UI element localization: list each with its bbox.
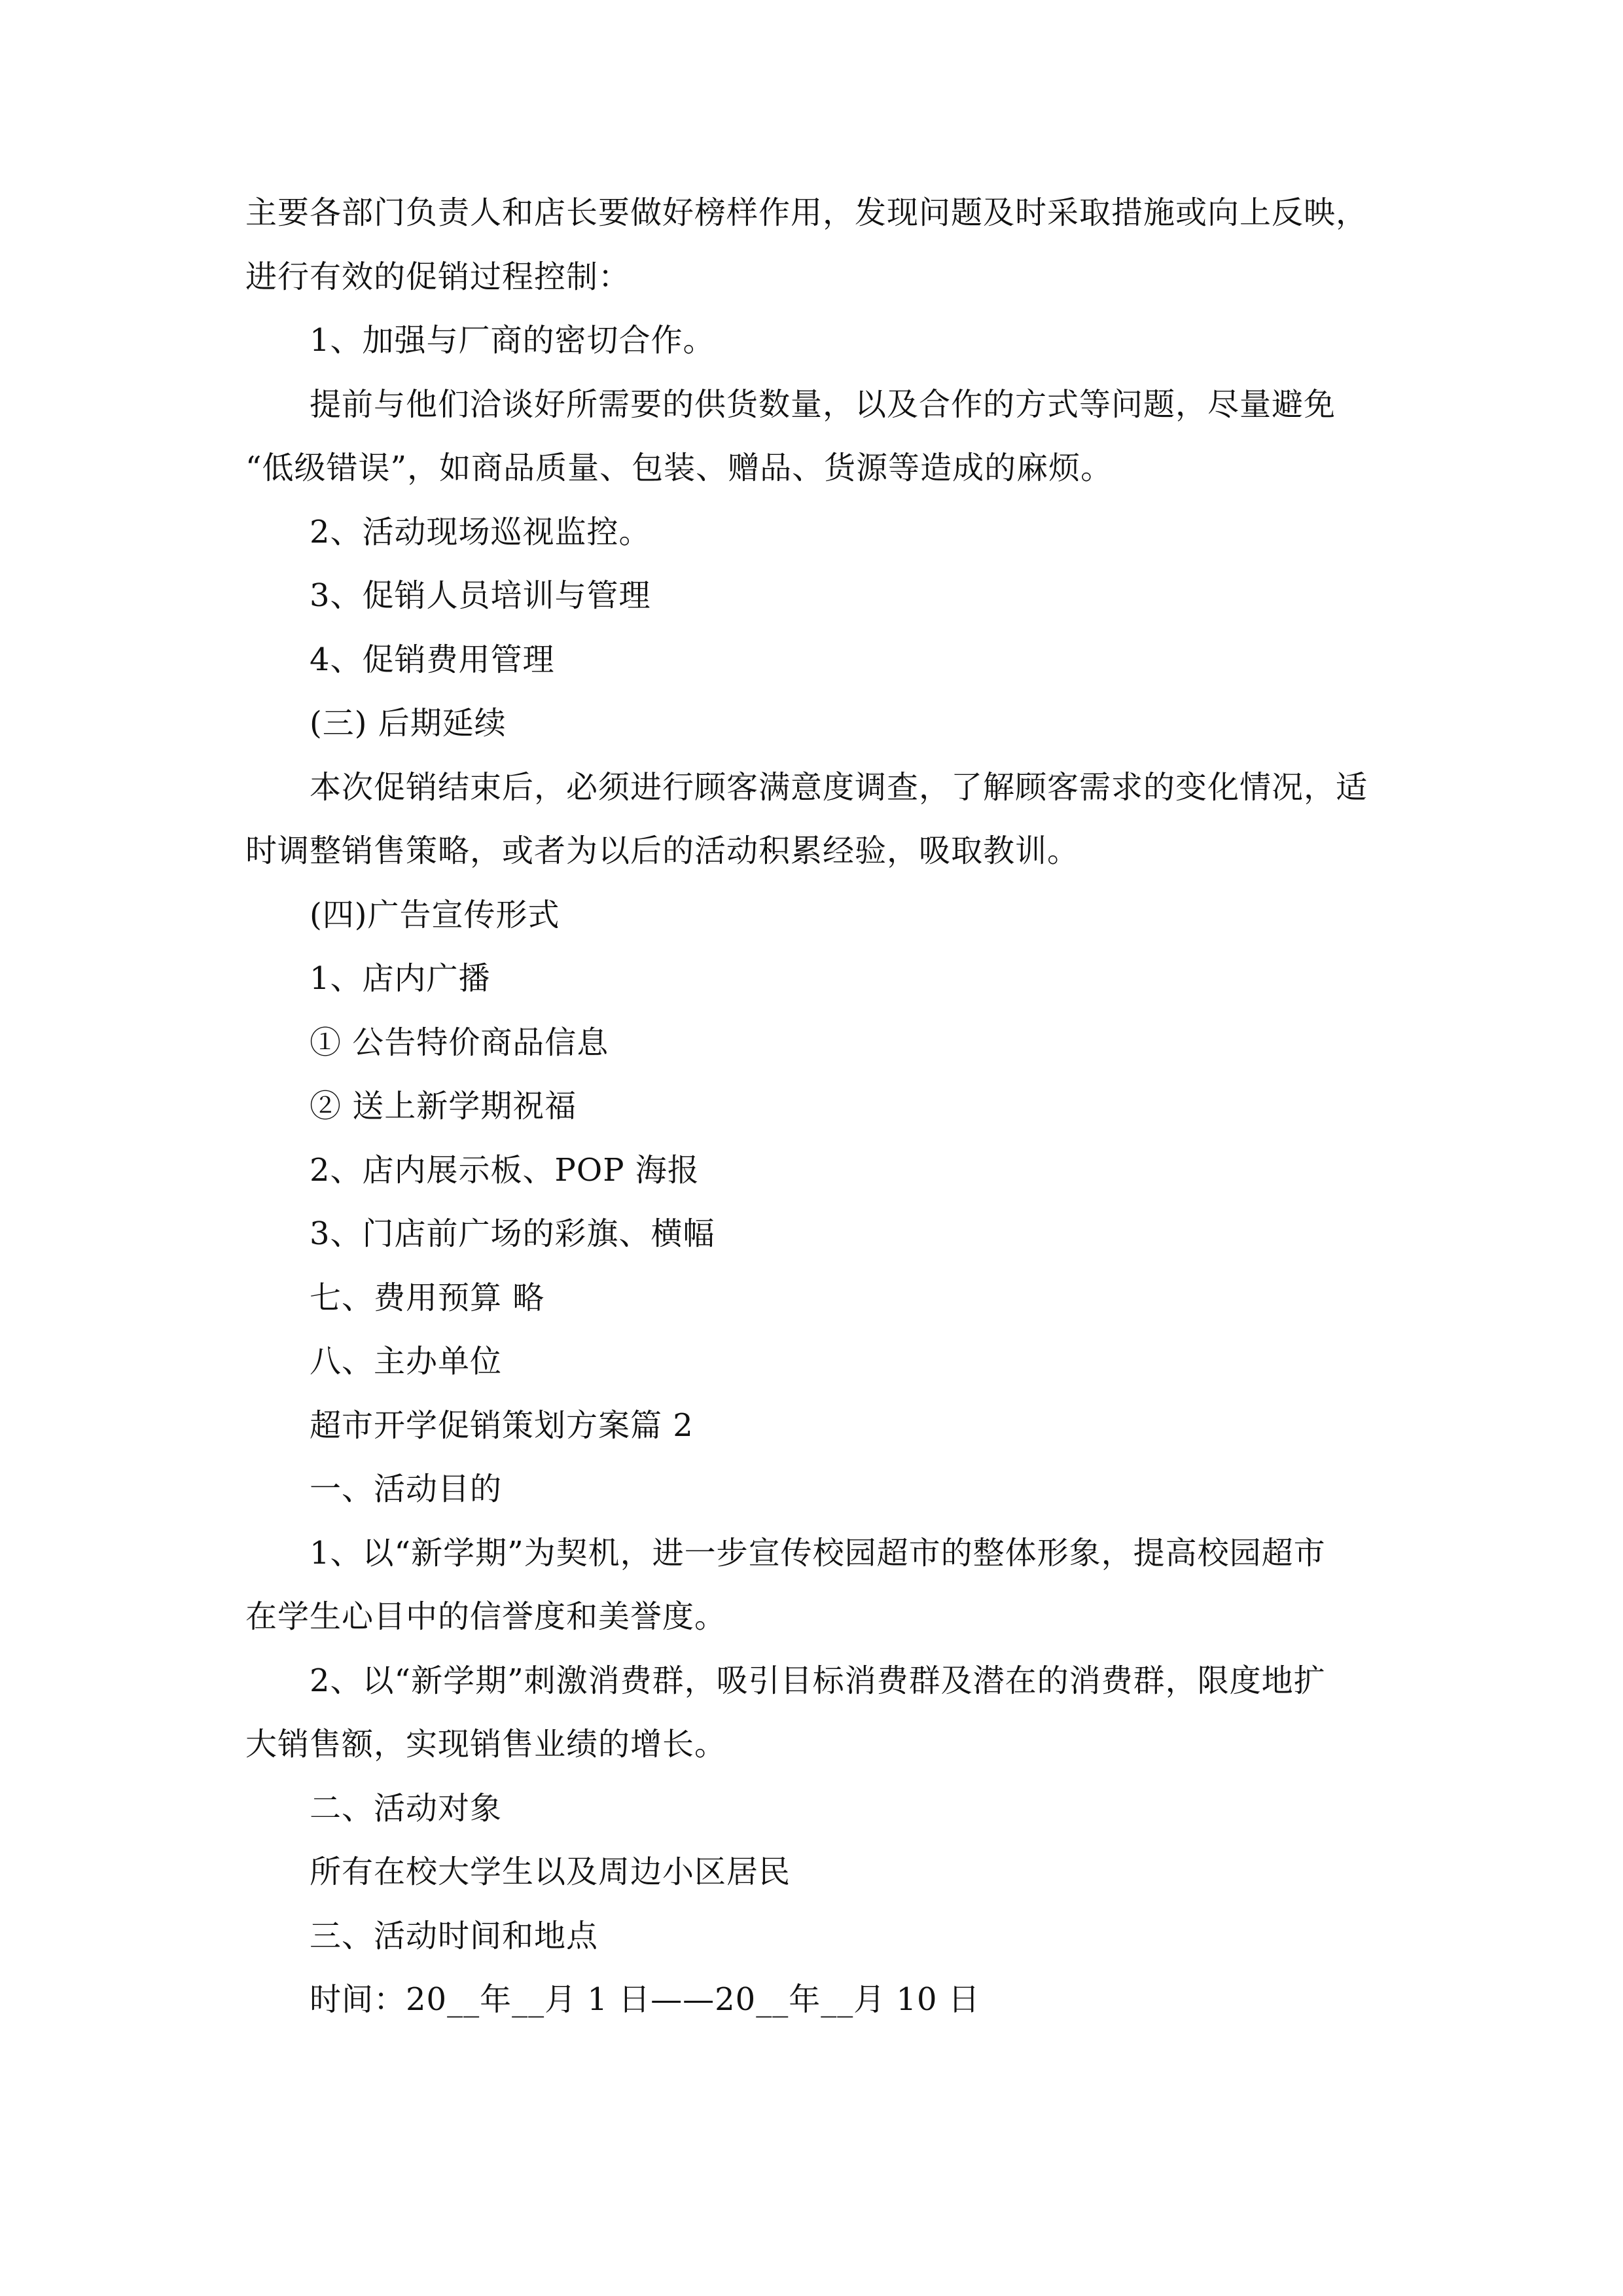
numbered-item: 1、店内广播 [310, 960, 491, 997]
circled-item: ① 公告特价商品信息 [310, 1024, 609, 1061]
section-heading: 二、活动对象 [310, 1789, 503, 1827]
numbered-item: 2、店内展示板、POP 海报 [310, 1151, 700, 1189]
numbered-item: 3、促销人员培训与管理 [310, 577, 651, 614]
paragraph-line: 所有在校大学生以及周边小区居民 [310, 1854, 791, 1890]
section-heading: 八、主办单位 [310, 1343, 503, 1380]
paragraph-line: 主要各部门负责人和店长要做好榜样作用，发现问题及时采取措施或向上反映， [245, 194, 1368, 231]
section-heading: 一、活动目的 [310, 1471, 503, 1507]
numbered-item: 1、加强与厂商的密切合作。 [310, 322, 715, 359]
numbered-item: 1、以“新学期”为契机，进一步宣传校园超市的整体形象，提高校园超市 [310, 1534, 1326, 1571]
paragraph-line: “低级错误”，如商品质量、包装、赠品、货源等造成的麻烦。 [245, 450, 1113, 486]
paragraph-line: 时间：20__年__月 1 日——20__年__月 10 日 [310, 1981, 980, 2018]
section-heading: (四)广告宣传形式 [310, 896, 560, 933]
numbered-item: 4、促销费用管理 [310, 641, 555, 678]
paragraph-line: 提前与他们洽谈好所需要的供货数量，以及合作的方式等问题，尽量避免 [310, 386, 1336, 423]
section-heading: (三) 后期延续 [310, 705, 507, 742]
paragraph-line: 在学生心目中的信誉度和美誉度。 [245, 1598, 727, 1635]
document-title: 超市开学促销策划方案篇 2 [310, 1407, 694, 1444]
section-heading: 三、活动时间和地点 [310, 1917, 599, 1954]
paragraph-line: 大销售额，实现销售业绩的增长。 [245, 1726, 727, 1763]
document-body [245, 181, 1384, 2032]
circled-item: ② 送上新学期祝福 [310, 1088, 577, 1124]
paragraph-line: 时调整销售策略，或者为以后的活动积累经验，吸取教训。 [245, 833, 1080, 869]
paragraph-line: 进行有效的促销过程控制： [245, 258, 631, 295]
paragraph-line: 本次促销结束后，必须进行顾客满意度调查，了解顾客需求的变化情况，适 [310, 768, 1368, 806]
numbered-item: 2、活动现场巡视监控。 [310, 513, 651, 550]
section-heading: 七、费用预算 略 [310, 1279, 545, 1316]
numbered-item: 3、门店前广场的彩旗、横幅 [310, 1215, 715, 1252]
numbered-item: 2、以“新学期”刺激消费群，吸引目标消费群及潜在的消费群，限度地扩 [310, 1662, 1326, 1699]
